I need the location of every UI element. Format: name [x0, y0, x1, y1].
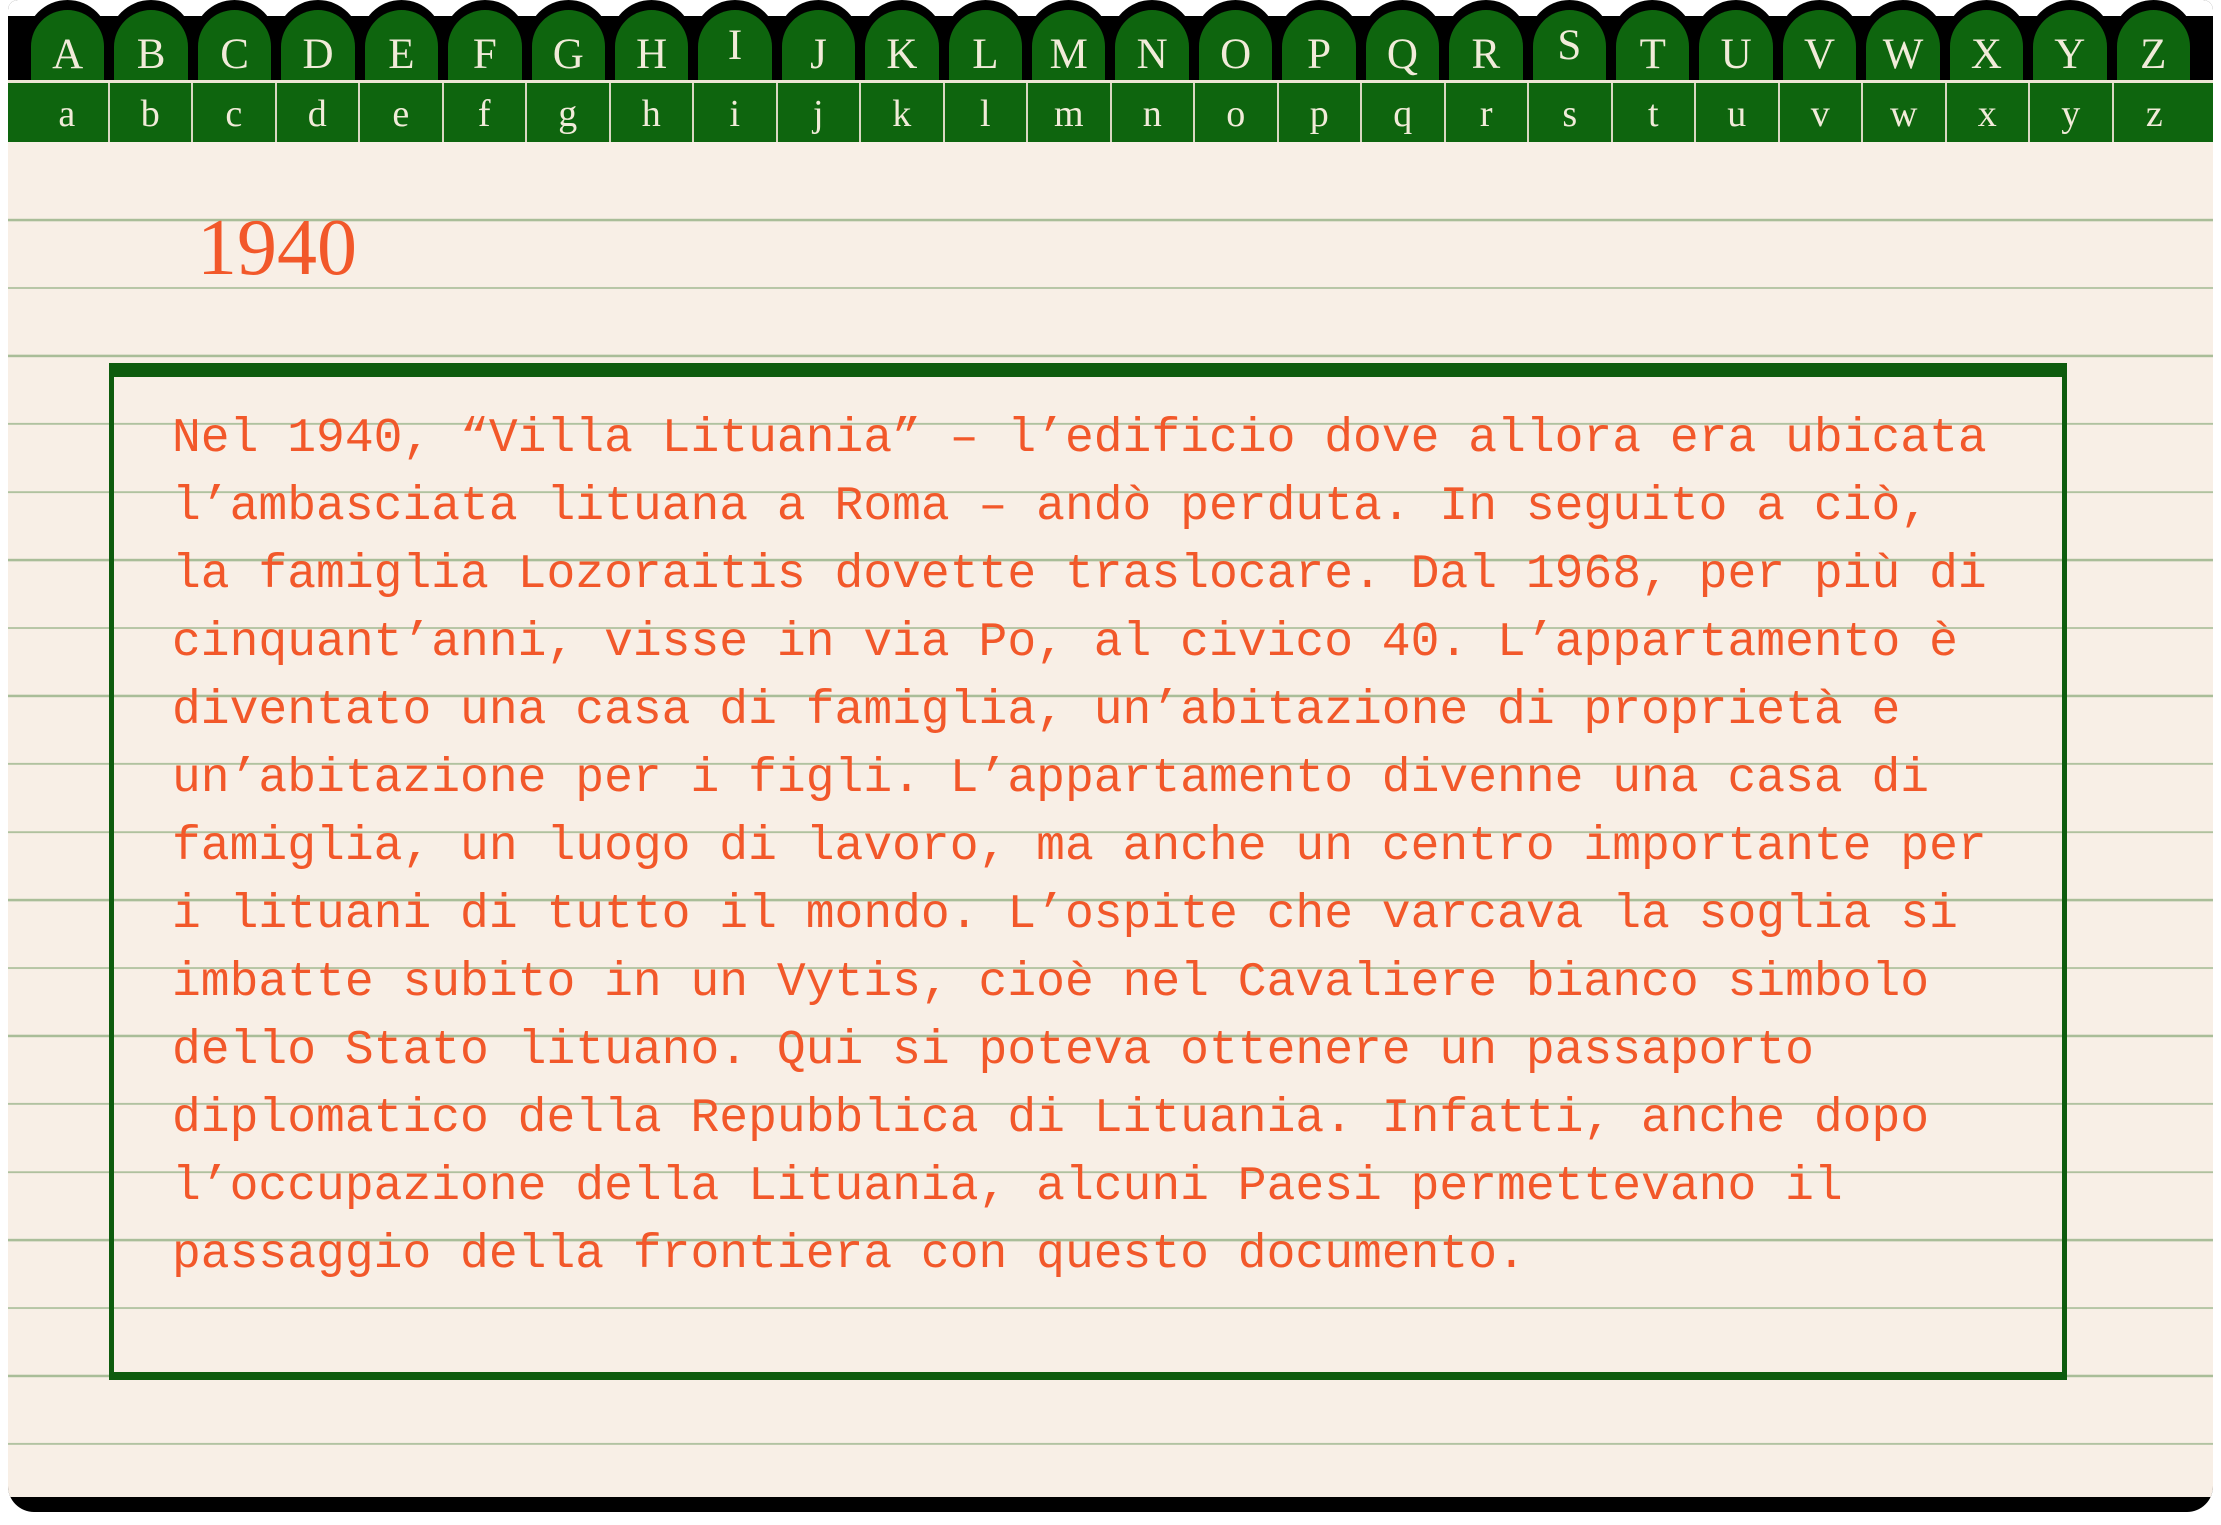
alphabet-tab-upper-arch[interactable]: [1533, 10, 1606, 80]
alphabet-tabs-lower: [8, 80, 2213, 142]
card-text-line: un’abitazione per i figli. L’appartamento divenne una casa di: [172, 752, 1930, 806]
alphabet-tab-lower[interactable]: [1110, 83, 1194, 142]
alphabet-tab-lower-label: t: [1647, 92, 1659, 135]
alphabet-tab-upper[interactable]: [1361, 0, 1444, 80]
alphabet-tab-upper-arch[interactable]: [532, 10, 605, 80]
alphabet-tab-upper-label: C: [220, 31, 249, 78]
alphabet-tab-lower[interactable]: [442, 83, 526, 142]
alphabet-tab-lower[interactable]: [2028, 83, 2112, 142]
alphabet-tab-upper-label: P: [1307, 31, 1331, 78]
alphabet-tab-lower-label: v: [1810, 92, 1830, 135]
alphabet-tab-lower[interactable]: [1945, 83, 2029, 142]
alphabet-tab-upper-arch[interactable]: [281, 10, 354, 80]
alphabet-tab-lower-label: w: [1890, 92, 1918, 135]
alphabet-tab-lower-label: o: [1226, 92, 1246, 135]
alphabet-tab-upper[interactable]: [693, 0, 776, 80]
alphabet-tab-upper-label: M: [1049, 31, 1088, 78]
alphabet-tab-lower[interactable]: [1360, 83, 1444, 142]
alphabet-tab-upper-label: Q: [1386, 31, 1418, 78]
alphabet-tab-upper-arch[interactable]: [365, 10, 438, 80]
alphabet-tab-upper-label: H: [636, 31, 668, 78]
alphabet-tab-lower-label: n: [1142, 92, 1162, 135]
alphabet-tab-upper-arch[interactable]: [865, 10, 938, 80]
card-text-line: cinquant’anni, visse in via Po, al civico 40. L’appartamento è: [172, 616, 1958, 670]
alphabet-tab-upper-label: W: [1882, 31, 1924, 78]
alphabet-tab-upper-arch[interactable]: [615, 10, 688, 80]
alphabet-tab-upper-arch[interactable]: [1115, 10, 1188, 80]
alphabet-tab-upper-arch[interactable]: [1282, 10, 1355, 80]
alphabet-tab-upper-label: U: [1720, 31, 1752, 78]
alphabet-tab-lower[interactable]: [275, 83, 359, 142]
alphabet-tab-lower-label: i: [729, 92, 741, 135]
alphabet-tab-lower[interactable]: [1527, 83, 1611, 142]
alphabet-tab-lower-label: p: [1309, 92, 1329, 135]
alphabet-tab-lower[interactable]: [1861, 83, 1945, 142]
alphabet-tab-lower[interactable]: [943, 83, 1027, 142]
alphabet-tab-lower[interactable]: [26, 83, 108, 142]
alphabet-tab-upper[interactable]: [2028, 0, 2111, 80]
alphabet-tab-upper-arch[interactable]: [31, 10, 104, 80]
card-text-line: dello Stato lituano. Qui si poteva ottenere un passaporto: [172, 1024, 1814, 1078]
alphabet-tab-lower[interactable]: [108, 83, 192, 142]
alphabet-tab-upper[interactable]: [1861, 0, 1944, 80]
alphabet-tab-lower-label: m: [1053, 92, 1084, 135]
alphabet-tab-upper-label: J: [810, 31, 827, 78]
alphabet-tab-upper-arch[interactable]: [2117, 10, 2190, 80]
alphabet-tab-upper-label: I: [727, 22, 743, 69]
alphabet-tab-upper[interactable]: [1194, 0, 1277, 80]
card-text: [172, 405, 2062, 1289]
alphabet-tab-lower[interactable]: [609, 83, 693, 142]
card-text-box: [109, 363, 2067, 1380]
alphabet-tab-upper-arch[interactable]: [1866, 10, 1939, 80]
alphabet-tab-upper[interactable]: [860, 0, 943, 80]
alphabet-tab-upper-label: B: [136, 31, 166, 78]
alphabet-tab-upper[interactable]: [1528, 0, 1611, 80]
alphabet-tab-upper-arch[interactable]: [114, 10, 187, 80]
alphabet-tab-upper-label: F: [472, 31, 497, 78]
alphabet-tab-lower[interactable]: [1277, 83, 1361, 142]
alphabet-tab-upper-arch[interactable]: [448, 10, 521, 80]
rolodex-frame: [8, 0, 2213, 1512]
alphabet-tab-upper[interactable]: [2112, 0, 2195, 80]
alphabet-tab-lower[interactable]: [1444, 83, 1528, 142]
alphabet-tab-lower[interactable]: [692, 83, 776, 142]
alphabet-tab-lower-label: u: [1727, 92, 1747, 135]
alphabet-tab-upper-arch[interactable]: [1950, 10, 2023, 80]
alphabet-tab-upper-label: A: [52, 31, 84, 78]
alphabet-tab-upper-label: L: [972, 31, 999, 78]
alphabet-tab-upper-label: Y: [2054, 31, 2086, 78]
card-text-line: diventato una casa di famiglia, un’abitazione di proprietà e: [172, 684, 1901, 738]
alphabet-tab-lower-label: r: [1479, 92, 1493, 135]
alphabet-tab-lower-label: c: [225, 92, 243, 135]
alphabet-tab-upper-label: N: [1136, 31, 1168, 78]
alphabet-tab-upper-arch[interactable]: [198, 10, 271, 80]
alphabet-tab-upper[interactable]: [1611, 0, 1694, 80]
alphabet-tab-upper-arch[interactable]: [2033, 10, 2106, 80]
alphabet-tab-upper-arch[interactable]: [1783, 10, 1856, 80]
alphabet-tab-upper-label: K: [886, 31, 918, 78]
alphabet-tab-upper[interactable]: [527, 0, 610, 80]
alphabet-tab-upper[interactable]: [360, 0, 443, 80]
alphabet-tab-upper-arch[interactable]: [1366, 10, 1439, 80]
alphabet-tab-lower-label: s: [1562, 92, 1578, 135]
alphabet-tab-lower[interactable]: [1778, 83, 1862, 142]
alphabet-tab-upper[interactable]: [777, 0, 860, 80]
alphabet-tab-lower[interactable]: [1694, 83, 1778, 142]
alphabet-tab-upper[interactable]: [1027, 0, 1110, 80]
alphabet-tab-lower-label: b: [140, 92, 160, 135]
alphabet-tab-lower[interactable]: [191, 83, 275, 142]
alphabet-tab-upper[interactable]: [109, 0, 192, 80]
alphabet-tab-upper[interactable]: [944, 0, 1027, 80]
alphabet-tab-lower-label: j: [812, 92, 824, 135]
alphabet-tab-upper-arch[interactable]: [782, 10, 855, 80]
card-text-line: passaggio della frontiera con questo documento.: [172, 1228, 1526, 1282]
card-text-line: l’ambasciata lituana a Roma – andò perduta. In seguito a ciò,: [172, 480, 1930, 534]
alphabet-tab-upper-arch[interactable]: [1616, 10, 1689, 80]
alphabet-tab-upper-label: E: [388, 31, 415, 78]
alphabet-tab-upper-arch[interactable]: [1449, 10, 1522, 80]
alphabet-tab-upper[interactable]: [193, 0, 276, 80]
alphabet-tab-upper[interactable]: [1778, 0, 1861, 80]
alphabet-tab-upper-label: T: [1639, 31, 1666, 78]
alphabet-tabs-upper: [8, 0, 2213, 80]
alphabet-tab-upper-label: Z: [2140, 31, 2167, 78]
alphabet-tab-upper[interactable]: [1694, 0, 1777, 80]
alphabet-tab-upper-arch[interactable]: [1032, 10, 1105, 80]
alphabet-tab-upper-label: D: [302, 31, 334, 78]
alphabet-tab-upper-label: O: [1220, 31, 1252, 78]
alphabet-tab-lower[interactable]: [1026, 83, 1110, 142]
alphabet-tab-upper-label: G: [552, 31, 584, 78]
alphabet-tab-lower-label: f: [477, 92, 491, 135]
alphabet-tab-upper[interactable]: [276, 0, 359, 80]
card-text-line: diplomatico della Repubblica di Lituania. Infatti, anche dopo: [172, 1092, 1930, 1146]
card-text-line: Nel 1940, “Villa Lituania” – l’edificio dove allora era ubicata: [172, 412, 1987, 466]
alphabet-tab-lower-label: x: [1977, 92, 1997, 135]
alphabet-tab-upper[interactable]: [1277, 0, 1360, 80]
alphabet-tab-lower[interactable]: [2112, 83, 2196, 142]
alphabet-tab-upper-label: R: [1471, 31, 1501, 78]
alphabet-tab-upper-arch[interactable]: [1199, 10, 1272, 80]
card-text-line: imbatte subito in un Vytis, cioè nel Cavaliere bianco simbolo: [172, 956, 1930, 1010]
alphabet-tab-lower[interactable]: [358, 83, 442, 142]
alphabet-tab-lower[interactable]: [859, 83, 943, 142]
alphabet-tab-upper-label: X: [1970, 31, 2002, 78]
card-text-line: l’occupazione della Lituania, alcuni Paesi permettevano il: [172, 1160, 1843, 1214]
card-text-line: i lituani di tutto il mondo. L’ospite che varcava la soglia si: [172, 888, 1958, 942]
alphabet-tab-upper-arch[interactable]: [949, 10, 1022, 80]
alphabet-tab-lower-label: e: [392, 92, 410, 135]
alphabet-tab-lower[interactable]: [1611, 83, 1695, 142]
alphabet-tab-lower-label: h: [641, 92, 661, 135]
alphabet-tab-upper[interactable]: [26, 0, 109, 80]
alphabet-tab-lower-label: q: [1393, 92, 1413, 135]
alphabet-tab-lower-label: l: [979, 92, 991, 135]
alphabet-tab-upper[interactable]: [443, 0, 526, 80]
alphabet-tab-upper-arch[interactable]: [1699, 10, 1772, 80]
alphabet-tab-upper-arch[interactable]: [698, 10, 771, 80]
alphabet-tab-lower-label: a: [58, 92, 76, 135]
alphabet-tab-lower[interactable]: [525, 83, 609, 142]
alphabet-tab-lower-label: z: [2145, 92, 2163, 135]
alphabet-tab-lower[interactable]: [1193, 83, 1277, 142]
alphabet-tab-upper-label: S: [1557, 22, 1582, 69]
card-title: 1940: [197, 204, 357, 292]
alphabet-tab-lower-label: k: [892, 92, 912, 135]
alphabet-tab-lower-label: g: [558, 92, 578, 135]
alphabet-tab-upper[interactable]: [1444, 0, 1527, 80]
index-card: [8, 142, 2213, 1497]
alphabet-tab-upper[interactable]: [610, 0, 693, 80]
alphabet-tab-lower-label: d: [307, 92, 327, 135]
alphabet-tab-upper-label: V: [1804, 31, 1836, 78]
alphabet-tab-lower[interactable]: [776, 83, 860, 142]
card-text-line: la famiglia Lozoraitis dovette traslocare. Dal 1968, per più di: [172, 548, 1987, 602]
alphabet-tab-upper[interactable]: [1945, 0, 2028, 80]
alphabet-tab-lower-label: y: [2061, 92, 2081, 135]
alphabet-tab-upper[interactable]: [1110, 0, 1193, 80]
card-text-line: famiglia, un luogo di lavoro, ma anche un centro importante per: [172, 820, 1987, 874]
